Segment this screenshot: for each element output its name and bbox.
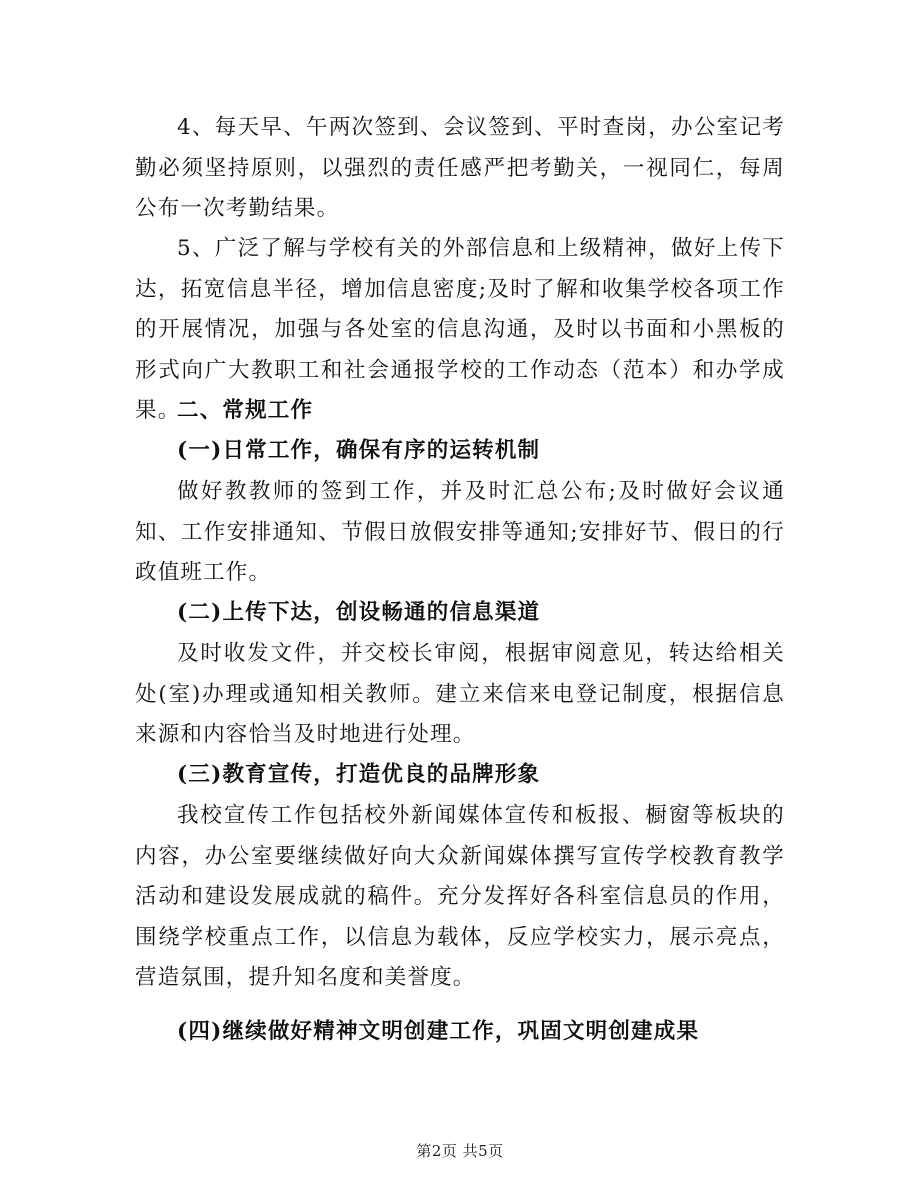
paragraph-information: 5、广泛了解与学校有关的外部信息和上级精神，做好上传下达，拓宽信息半径，增加信息密度;及时了解和收集学校各项工作的开展情况，加强与各处室的信息沟通，及时以书面和小黑板的形式向广大教职工和社会通报学校的工作动态（范本）和办学成果。 xyxy=(135,236,785,423)
page-number-footer: 第2页 共5页 xyxy=(416,1142,504,1160)
subsection-title-daily-work: (一)日常工作，确保有序的运转机制 xyxy=(177,438,541,463)
subsection-title-publicity: (三)教育宣传，打造优良的品牌形象 xyxy=(177,762,541,787)
paragraph-publicity: 我校宣传工作包括校外新闻媒体宣传和板报、橱窗等板块的内容，办公室要继续做好向大众新闻媒体撰写宣传学校教育教学活动和建设发展成就的稿件。充分发挥好各科室信息员的作用，围绕学校重点工作，以信息为载体，反应学校实力，展示亮点，营造氛围，提升知名度和美誉度。 xyxy=(135,803,785,990)
subsection-title-communication: (二)上传下达，创设畅通的信息渠道 xyxy=(177,600,541,625)
paragraph-attendance: 4、每天早、午两次签到、会议签到、平时查岗，办公室记考勤必须坚持原则，以强烈的责任感严把考勤关，一视同仁，每周公布一次考勤结果。 xyxy=(135,115,785,221)
paragraph-communication: 及时收发文件，并交校长审阅，根据审阅意见，转达给相关处(室)办理或通知相关教师。建立来信来电登记制度，根据信息来源和内容恰当及时地进行处理。 xyxy=(135,641,785,747)
subsection-title-civilization: (四)继续做好精神文明创建工作，巩固文明创建成果 xyxy=(177,1019,700,1044)
paragraph-daily-work: 做好教教师的签到工作，并及时汇总公布;及时做好会议通知、工作安排通知、节假日放假安排等通知;安排好节、假日的行政值班工作。 xyxy=(135,479,785,585)
section-title-routine-work: 二、常规工作 xyxy=(177,398,314,423)
